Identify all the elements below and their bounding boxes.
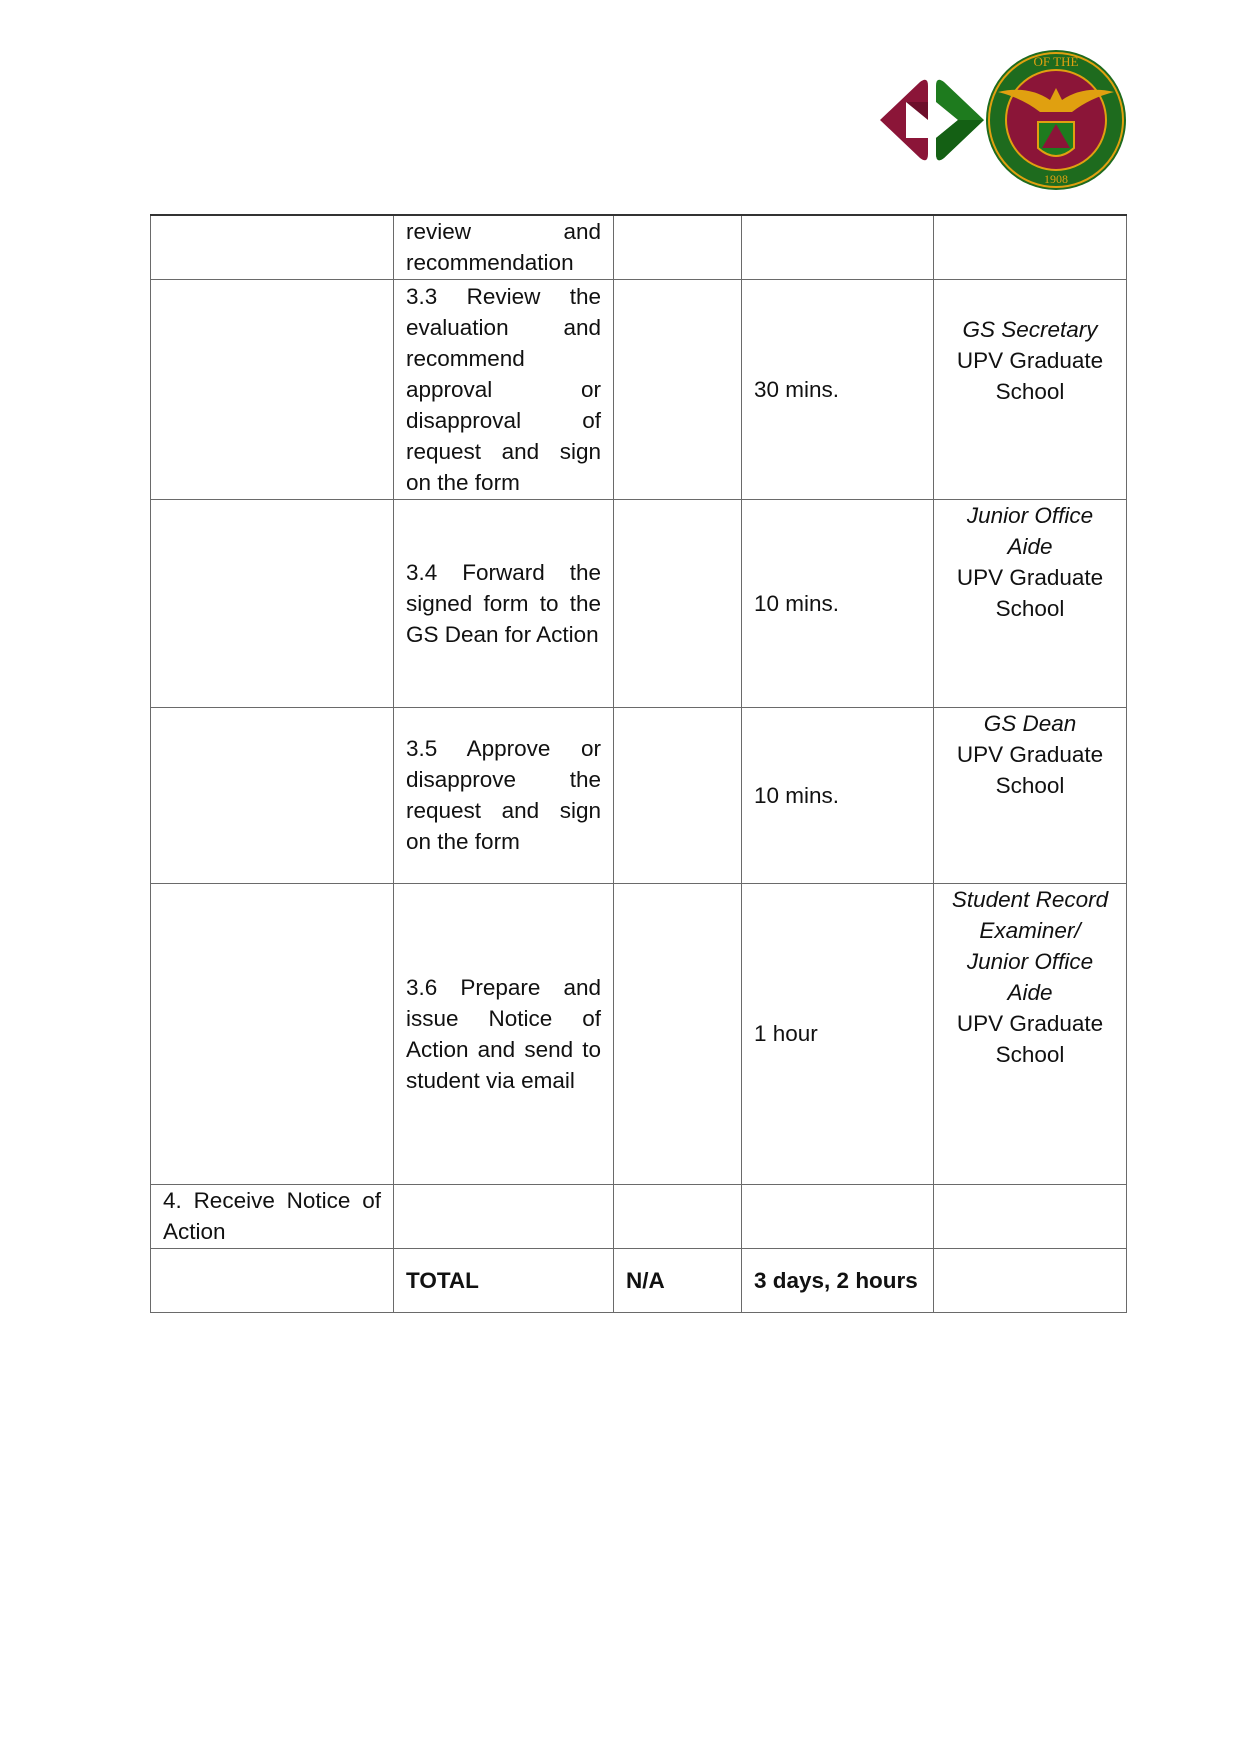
responsible-role: Student Record Examiner/ Junior Office Aide	[951, 886, 1109, 1005]
responsible-cell	[934, 1248, 1127, 1312]
svg-text:OF THE: OF THE	[1033, 54, 1079, 69]
total-row	[151, 1248, 1127, 1312]
client-step-cell	[151, 215, 394, 279]
responsible-office: UPV Graduate School	[956, 564, 1104, 621]
responsible-role: GS Dean	[983, 710, 1077, 736]
responsible-role: GS Secretary	[962, 316, 1098, 342]
agency-action-cell: 3.6 Prepare and issue Notice of Action and send to student via email	[394, 883, 614, 1184]
responsible-role: Junior Office Aide	[966, 502, 1094, 559]
university-logos	[858, 40, 1128, 190]
up-seal-icon	[986, 50, 1126, 190]
fees-cell	[614, 499, 742, 707]
responsible-cell	[934, 279, 1127, 499]
arrows-logo-icon	[880, 80, 984, 161]
procedure-table	[150, 214, 1127, 1313]
client-step-cell	[151, 883, 394, 1184]
agency-action-cell	[394, 1184, 614, 1248]
table-row	[151, 215, 1127, 279]
processing-time-cell: 1 hour	[742, 883, 934, 1184]
client-step-cell	[151, 707, 394, 883]
client-step-cell	[151, 279, 394, 499]
responsible-office: UPV Graduate School	[956, 347, 1104, 404]
processing-time-cell	[742, 215, 934, 279]
agency-action-cell: 3.4 Forward the signed form to the GS Dean for Action	[394, 499, 614, 707]
table-row	[151, 1184, 1127, 1248]
fees-cell	[614, 883, 742, 1184]
fees-cell	[614, 707, 742, 883]
processing-time-cell: 10 mins.	[742, 707, 934, 883]
agency-action-cell: 3.5 Approve or disapprove the request and sign on the form	[394, 707, 614, 883]
client-step-cell	[151, 499, 394, 707]
table-row	[151, 707, 1127, 883]
total-time: 3 days, 2 hours	[742, 1248, 934, 1312]
svg-text:1908: 1908	[1044, 172, 1068, 186]
processing-time-cell: 30 mins.	[742, 279, 934, 499]
total-label: TOTAL	[394, 1248, 614, 1312]
agency-action-cell: review and recommendation	[394, 215, 614, 279]
processing-time-cell	[742, 1184, 934, 1248]
header-logos	[858, 40, 1128, 190]
fees-cell	[614, 215, 742, 279]
responsible-cell	[934, 883, 1127, 1184]
total-fees: N/A	[614, 1248, 742, 1312]
table-row	[151, 499, 1127, 707]
responsible-cell	[934, 1184, 1127, 1248]
agency-action-cell: 3.3 Review the evaluation and recommend approval or disapproval of request and sign on the form	[394, 279, 614, 499]
responsible-cell	[934, 215, 1127, 279]
responsible-cell	[934, 499, 1127, 707]
table-row	[151, 883, 1127, 1184]
client-step-cell	[151, 1248, 394, 1312]
responsible-office: UPV Graduate School	[956, 741, 1104, 798]
responsible-office: UPV Graduate School	[956, 1010, 1104, 1067]
fees-cell	[614, 279, 742, 499]
processing-time-cell: 10 mins.	[742, 499, 934, 707]
table-row	[151, 279, 1127, 499]
fees-cell	[614, 1184, 742, 1248]
client-step-cell: 4. Receive Notice of Action	[151, 1184, 394, 1248]
responsible-cell	[934, 707, 1127, 883]
